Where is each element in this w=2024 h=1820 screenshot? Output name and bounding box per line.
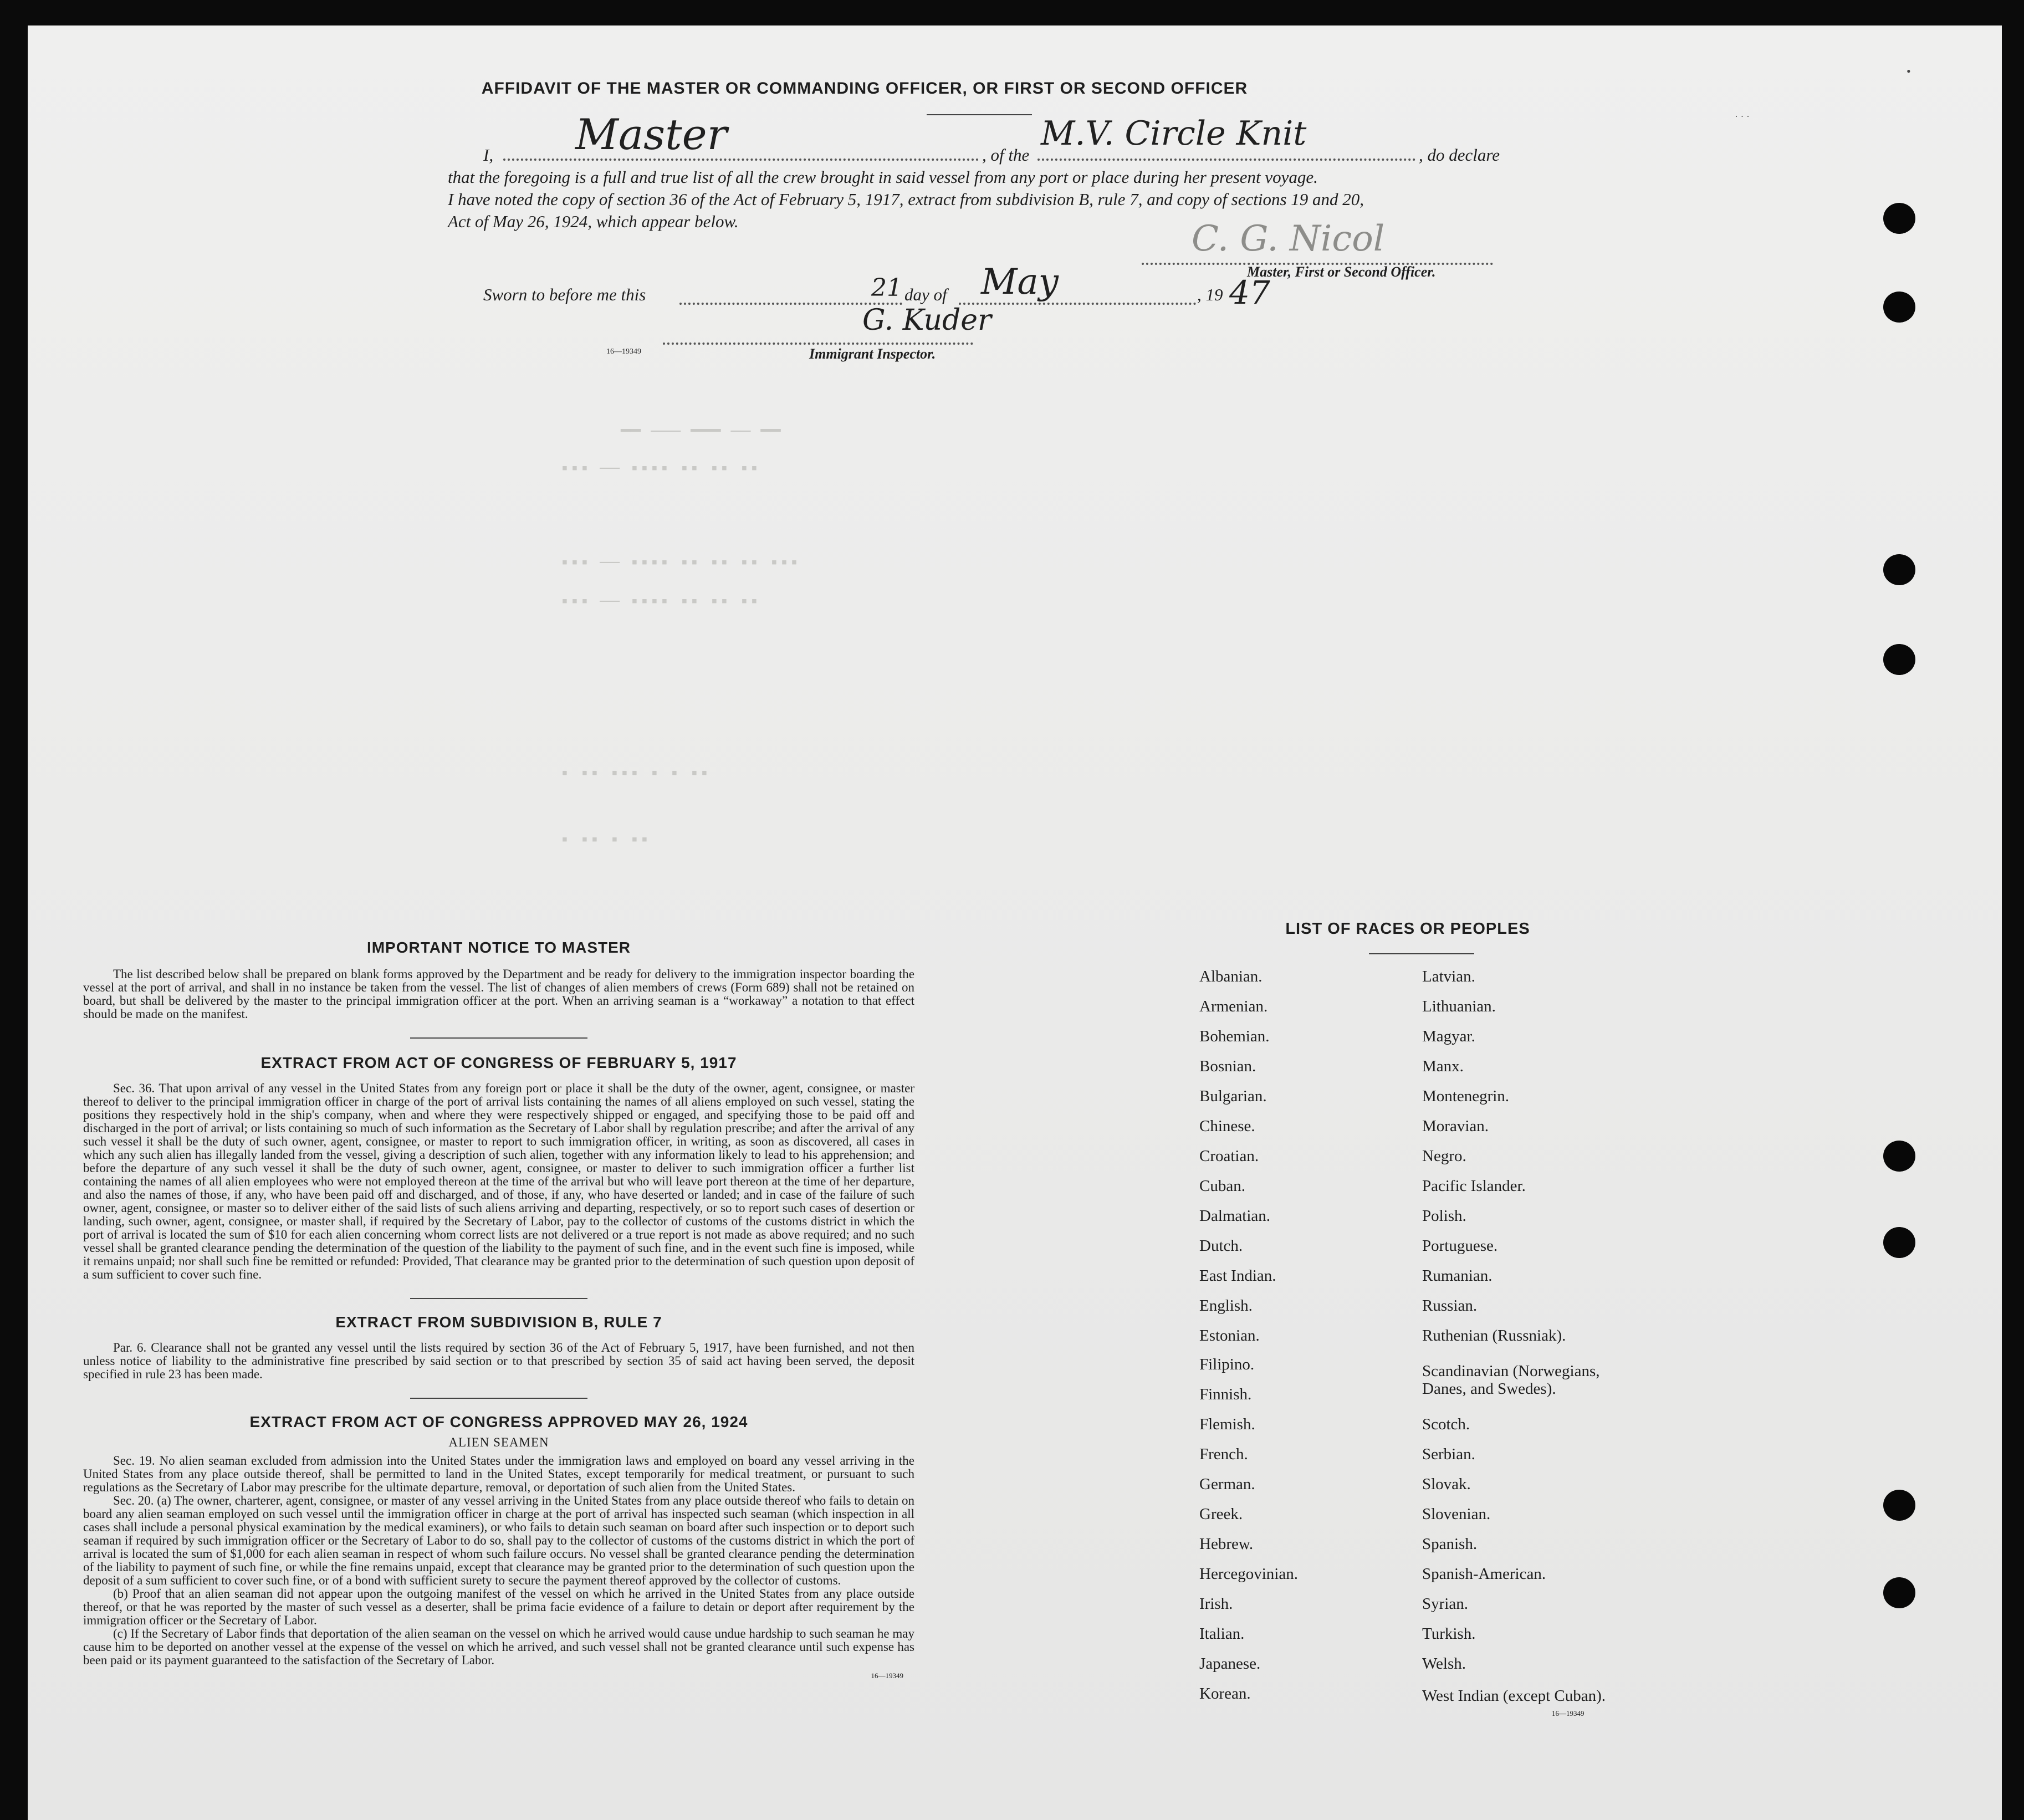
race-item: Rumanian. [1422, 1267, 1493, 1285]
race-item: Chinese. [1199, 1117, 1255, 1135]
act-1924-title: EXTRACT FROM ACT OF CONGRESS APPROVED MAY 26, 1924 [249, 1413, 748, 1430]
bleed-through-mark: ▪ ▪▪ ▪ ▪▪ [560, 831, 650, 850]
year-handwritten: 47 [1229, 274, 1270, 311]
race-item: Spanish-American. [1422, 1565, 1546, 1583]
of-the-label: , of the [982, 145, 1030, 165]
punch-hole [1883, 292, 1915, 323]
race-item: Polish. [1422, 1207, 1466, 1225]
inspector-signature: G. Kuder [862, 304, 991, 337]
race-item: Serbian. [1422, 1445, 1475, 1463]
race-item: Scandinavian (Norwegians, Danes, and Swedes). [1422, 1362, 1600, 1398]
race-item: Hercegovinian. [1199, 1565, 1298, 1583]
vessel-field[interactable] [1037, 116, 1415, 161]
act-1924-sec20c: (c) If the Secretary of Labor finds that deportation of the alien seaman on the vessel on which he arrived would cause undue hardship to such seaman he may cause him to be deported on another vessel at the expense of the vessel on which he arrived, and such vessel shall not be granted clearance until such expense has been paid or its payment guaranteed to the satisfaction of the Secretary of Labor. [83, 1627, 914, 1667]
corner-mark: • [1907, 64, 1911, 78]
punch-hole [1883, 203, 1915, 234]
race-item: East Indian. [1199, 1267, 1276, 1285]
race-item: Slovenian. [1422, 1505, 1491, 1523]
act-1917-title: EXTRACT FROM ACT OF CONGRESS OF FEBRUARY 5, 1917 [260, 1054, 737, 1071]
day-handwritten: 21 [871, 274, 902, 302]
divider [410, 1398, 587, 1399]
act-1917-text: Sec. 36. That upon arrival of any vessel in the United States from any foreign port or place it shall be the duty of the owner, agent, consignee, or master thereof to deliver to the principal immigration officer in charge of the port of arrival lists containing the names of all aliens employed on such vessel, stating the positions they respectively hold in the ship's company, when and where they were respectively shipped or engaged, and specifying those to be paid off and discharged in the port of arrival; or lists containing so much of such information as the Secretary of Labor shall by regulation prescribe; and after the arrival of any such vessel it shall be the duty of such owner, agent, consignee, or master to report to such immigration officer, in writing, as soon as discovered, all cases in which any such alien has illegally landed from the vessel, giving a description of such alien, together with any information likely to lead to his apprehension; and before the departure of any such vessel it shall be the duty of such owner, agent, consignee, or master to deliver to such immigration officer a further list containing the names of all alien employees who were not employed thereon at the time of the arrival but who will leave port thereon at the time of her departure, and also the names of those, if any, who have been paid off and discharged, and of those, if any, who have deserted or landed; and in case of the failure of such owner, agent, consignee, or master so to deliver either of the said lists of such aliens arriving and departing, respectively, or so to report such cases of desertion or landing, such owner, agent, consignee, or master shall, if required by the Secretary of Labor, pay to the collector of customs of the customs district in which the port of arrival is located the sum of $10 for each alien concerning whom correct lists are not delivered or a true report is not made as above required; and no such vessel shall be granted clearance pending the determination of the question of the liability to the payment of such fine, and in the event such fine is imposed, while it remains unpaid; nor shall such fine be remitted or refunded: Provided, That clearance may be granted prior to the determination of such question upon deposit of a sum sufficient to cover such fine. [83, 1081, 914, 1281]
race-item: Japanese. [1199, 1655, 1261, 1673]
race-item: Russian. [1422, 1297, 1478, 1315]
punch-hole [1883, 1577, 1915, 1608]
race-item: English. [1199, 1297, 1253, 1315]
i-label: I, [483, 145, 494, 165]
month-field[interactable] [959, 262, 1196, 305]
race-item: Magyar. [1422, 1027, 1475, 1045]
divider [927, 114, 1032, 115]
race-item: Hebrew. [1199, 1535, 1254, 1553]
day-field[interactable] [679, 274, 902, 305]
race-item: Bosnian. [1199, 1057, 1256, 1075]
punch-hole [1883, 644, 1915, 675]
act-1924-sec20a: Sec. 20. (a) The owner, charterer, agent, consignee, or master of any vessel arriving in the United States from any place outside thereof who fails to detain on board any alien seaman employed on such vessel until the immigration officer in charge at the port of arrival has inspected such seaman (which inspection in all cases shall include a personal physical examination by the medical examiners), or who fails to detain such seaman on board after such inspection or to deport such seaman if required by such immigration officer or the Secretary of Labor to do so, shall pay to the collector of customs of the customs district in which the port of arrival is located the sum of $1,000 for each alien seaman in respect of whom such failure occurs. No vessel shall be granted clearance pending the determination of the liability to payment of such fine, or while the fine remains unpaid, except that clearance may be granted prior to the determination of such question upon the deposit of a sum sufficient to cover such fine, or of a bond with sufficient surety to secure the payment thereof approved by the collector of customs. [83, 1494, 914, 1587]
bleed-through-mark: ▪▪▪ ── ▪▪▪▪ ▪▪ ▪▪ ▪▪ [560, 593, 760, 612]
race-item: Croatian. [1199, 1147, 1259, 1165]
affidavit-title: AFFIDAVIT OF THE MASTER OR COMMANDING OFFICER, OR FIRST OR SECOND OFFICER [481, 79, 1248, 98]
race-item: West Indian (except Cuban). [1422, 1687, 1606, 1705]
year-prefix: , 19 [1197, 285, 1223, 304]
legal-notices-column [83, 939, 914, 1680]
bleed-through-mark: ▪ ▪▪ ▪▪▪ ▪ ▪ ▪▪ [560, 765, 710, 784]
officer-caption: Master, First or Second Officer. [1247, 264, 1436, 280]
bleed-through-mark: ▪▪▪ ── ▪▪▪▪ ▪▪ ▪▪ ▪▪ ▪▪▪ [560, 554, 800, 573]
corner-mark: · · · [1735, 111, 1750, 122]
punch-hole [1883, 554, 1915, 585]
races-form-number: 16—19349 [1552, 1709, 1585, 1717]
inspector-caption: Immigrant Inspector. [809, 346, 936, 362]
act-1924-sec20b: (b) Proof that an alien seaman did not appear upon the outgoing manifest of the vessel on which he arrived in the United States from any place outside thereof, or that he was reported by the master of such vessel as a deserter, shall be prima facie evidence of a failure to detain or deport after requirement by the immigration officer or the Secretary of Labor. [83, 1587, 914, 1627]
race-item: Cuban. [1199, 1177, 1245, 1195]
race-item: Lithuanian. [1422, 998, 1496, 1015]
race-item: Moravian. [1422, 1117, 1489, 1135]
affidavit-form-number: 16—19349 [606, 347, 641, 356]
race-item: Welsh. [1422, 1655, 1466, 1673]
race-item: Spanish. [1422, 1535, 1478, 1553]
race-item: Armenian. [1199, 998, 1268, 1015]
race-item: Dalmatian. [1199, 1207, 1271, 1225]
declaration-line-1: that the foregoing is a full and true list of all the crew brought in said vessel from any port or place during her present voyage. [448, 167, 1318, 187]
race-item: Finnish. [1199, 1386, 1252, 1403]
act-1924-sec19: Sec. 19. No alien seaman excluded from admission into the United States under the immigration laws and employed on board any vessel arriving in the United States from any place outside thereof, shall be permitted to land in the United States, except temporarily for medical treatment, or pursuant to such regulations as the Secretary of Labor may prescribe for the ultimate departure, removal, or deportation of such alien from the United States. [83, 1454, 914, 1494]
notice-text: The list described below shall be prepared on blank forms approved by the Department and be ready for delivery to the immigration inspector boarding the vessel at the port of arrival, and shall in no instance be taken from the vessel. The list of changes of alien members of crews (Form 689) shall not be retained on board, but shall be delivered by the master to the principal immigration officer at the port. When an arriving seaman is a “workaway” a notation to that effect should be made on the manifest. [83, 967, 914, 1021]
bleed-through-mark: ━━ ─── ━━━ ── ━━ [621, 423, 781, 442]
race-item: Flemish. [1199, 1415, 1255, 1433]
vessel-handwritten: M.V. Circle Knit [1041, 114, 1307, 153]
race-item: Pacific Islander. [1422, 1177, 1526, 1195]
race-item: Ruthenian (Russniak). [1422, 1327, 1566, 1344]
punch-hole [1883, 1227, 1915, 1258]
race-item: Bulgarian. [1199, 1087, 1267, 1105]
race-item: Irish. [1199, 1595, 1233, 1613]
race-item: Greek. [1199, 1505, 1243, 1523]
race-item: Bohemian. [1199, 1027, 1270, 1045]
rule7-text: Par. 6. Clearance shall not be granted any vessel until the lists required by section 36 of the Act of February 5, 1917, have been furnished, and not then unless notice of liability to the administrative fine prescribed by said section or to that prescribed by section 35 of said act having been served, the deposit specified in rule 23 has been made. [83, 1341, 914, 1381]
day-of-label: day of [904, 285, 947, 304]
act-1924-subtitle: ALIEN SEAMEN [448, 1435, 549, 1449]
divider [410, 1298, 587, 1299]
bleed-through-mark: ▪▪▪ ── ▪▪▪▪ ▪▪ ▪▪ ▪▪ [560, 460, 760, 479]
race-item: Filipino. [1199, 1356, 1255, 1373]
race-item: Scotch. [1422, 1415, 1470, 1433]
race-item: German. [1199, 1475, 1255, 1493]
month-handwritten: May [981, 262, 1059, 303]
punch-hole [1883, 1141, 1915, 1172]
race-item: Turkish. [1422, 1625, 1476, 1643]
race-item: Manx. [1422, 1057, 1464, 1075]
race-item: Albanian. [1199, 968, 1263, 985]
divider [1369, 953, 1474, 954]
race-item: Negro. [1422, 1147, 1466, 1165]
race-item: Estonian. [1199, 1327, 1260, 1344]
race-item: Portuguese. [1422, 1237, 1498, 1255]
declaration-line-3: Act of May 26, 1924, which appear below. [448, 212, 739, 231]
race-item: Italian. [1199, 1625, 1245, 1643]
capacity-field[interactable] [503, 110, 979, 161]
officer-signature-field[interactable] [1142, 218, 1493, 265]
declare-label: , do declare [1419, 145, 1500, 165]
race-item: Montenegrin. [1422, 1087, 1510, 1105]
divider [410, 1037, 587, 1039]
punch-hole [1883, 1490, 1915, 1521]
race-item: Latvian. [1422, 968, 1475, 985]
capacity-handwritten: Master [575, 110, 727, 159]
race-item: Dutch. [1199, 1237, 1243, 1255]
act-1924-form-number: 16—19349 [871, 1671, 903, 1680]
notice-title: IMPORTANT NOTICE TO MASTER [366, 939, 631, 956]
sworn-label: Sworn to before me this [483, 285, 646, 304]
race-item: Slovak. [1422, 1475, 1471, 1493]
race-item: French. [1199, 1445, 1248, 1463]
race-item: Korean. [1199, 1685, 1251, 1703]
inspector-signature-field[interactable] [663, 304, 991, 345]
race-item: Syrian. [1422, 1595, 1468, 1613]
officer-signature: C. G. Nicol [1192, 218, 1385, 259]
races-title: LIST OF RACES OR PEOPLES [1285, 920, 1530, 938]
rule7-title: EXTRACT FROM SUBDIVISION B, RULE 7 [335, 1313, 662, 1331]
declaration-line-2: I have noted the copy of section 36 of the Act of February 5, 1917, extract from subdivision B, rule 7, and copy of sections 19 and 20, [448, 190, 1364, 209]
